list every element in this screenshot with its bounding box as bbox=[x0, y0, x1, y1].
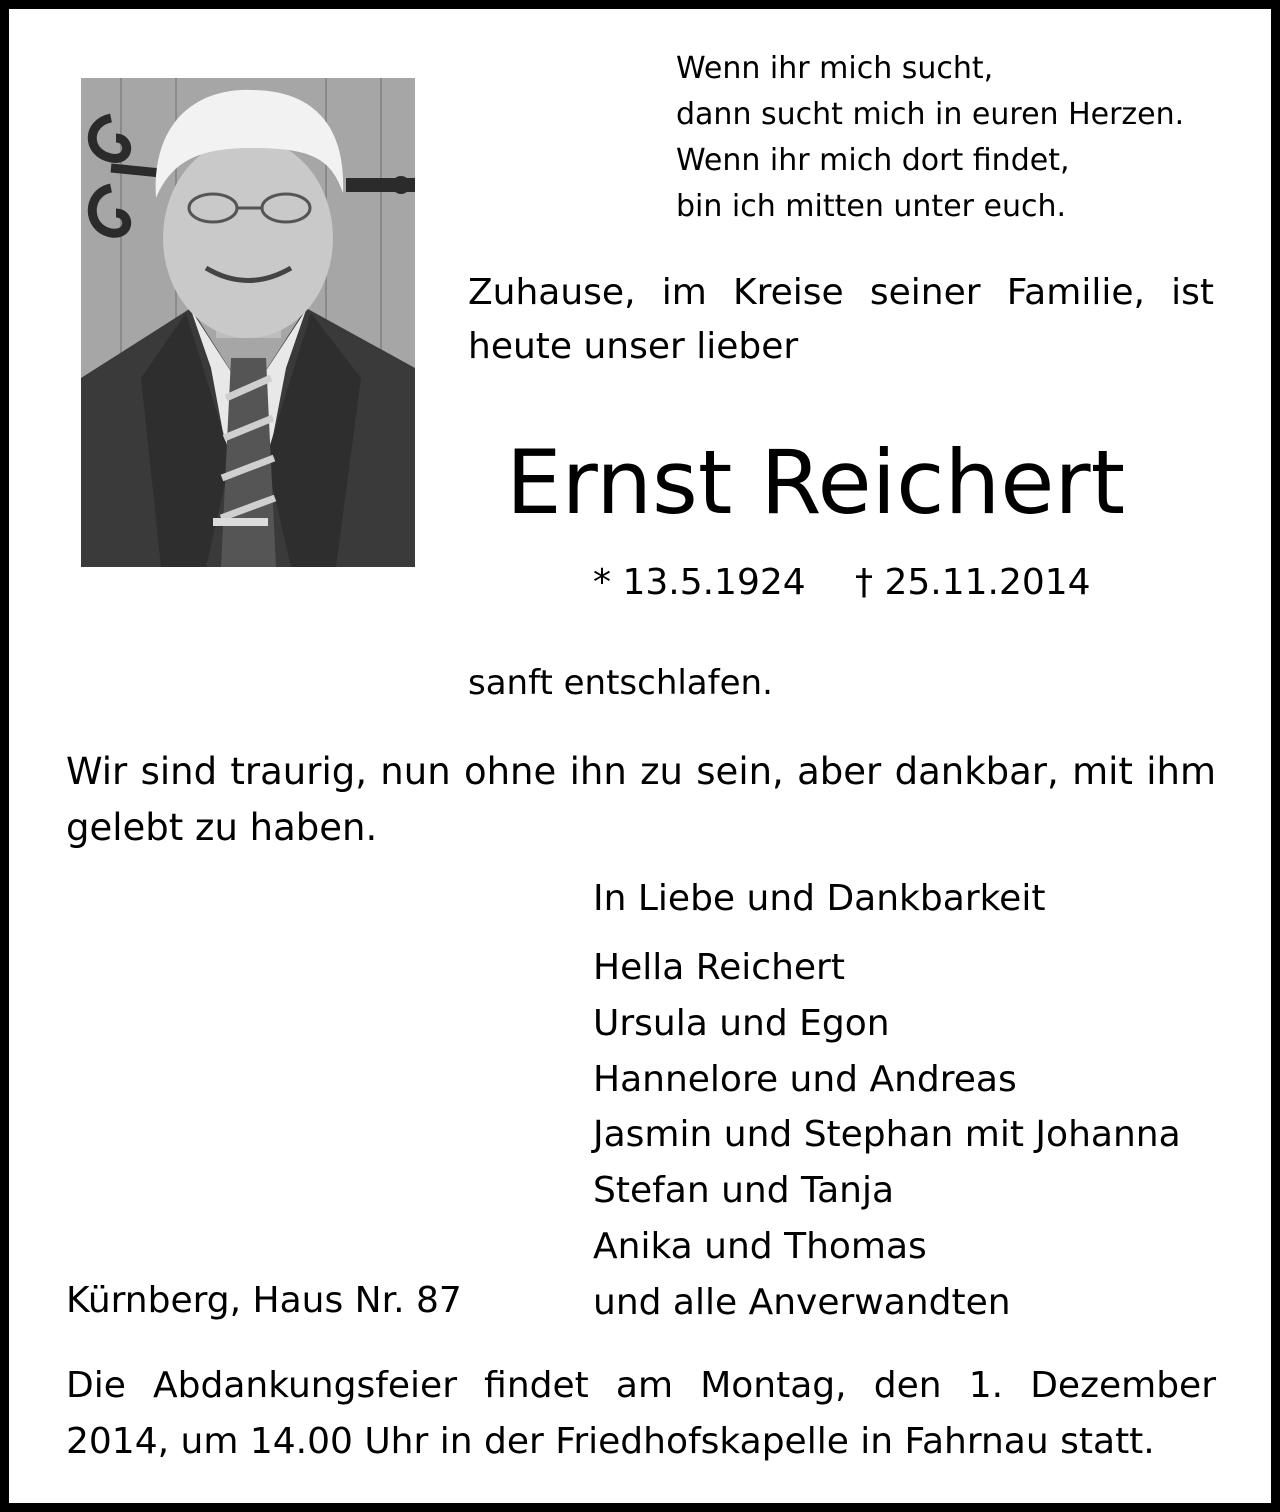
intro-text bbox=[468, 266, 1214, 374]
birth-date: * 13.5.1924 bbox=[593, 562, 806, 603]
passed-text: sanft entschlafen. bbox=[468, 663, 773, 703]
intro-line: heute unser lieber bbox=[468, 326, 799, 367]
intro-line: Zuhause, im Kreise seiner Familie, ist bbox=[468, 272, 1214, 313]
death-date: † 25.11.2014 bbox=[855, 562, 1091, 603]
mourner: Hannelore und Andreas bbox=[593, 1058, 1017, 1100]
mourner: Stefan und Tanja bbox=[593, 1170, 895, 1212]
poem-line: bin ich mitten unter euch. bbox=[676, 189, 1067, 224]
sadness-line: gelebt zu haben. bbox=[66, 806, 378, 849]
deceased-name: Ernst Reichert bbox=[506, 431, 1126, 534]
poem-line: dann sucht mich in euren Herzen. bbox=[676, 97, 1185, 132]
ceremony-line: 2014, um 14.00 Uhr in der Friedhofskapelle in Fahrnau statt. bbox=[66, 1421, 1155, 1462]
ceremony-line: Die Abdankungsfeier findet am Montag, den 1. Dezember bbox=[66, 1365, 1216, 1406]
poem bbox=[676, 46, 1184, 230]
mourner: Jasmin und Stephan mit Johanna bbox=[593, 1114, 1181, 1156]
signoff: In Liebe und Dankbarkeit bbox=[593, 878, 1046, 919]
mourner: Anika und Thomas bbox=[593, 1225, 927, 1267]
address: Kürnberg, Haus Nr. 87 bbox=[66, 1280, 462, 1321]
mourner-list bbox=[593, 940, 1181, 1331]
portrait-photo bbox=[81, 78, 415, 567]
sadness-line: Wir sind traurig, nun ohne ihn zu sein, aber dankbar, mit ihm bbox=[66, 750, 1216, 793]
poem-line: Wenn ihr mich dort findet, bbox=[676, 143, 1070, 178]
poem-line: Wenn ihr mich sucht, bbox=[676, 51, 994, 86]
mourner: und alle Anverwandten bbox=[593, 1281, 1011, 1323]
mourner: Ursula und Egon bbox=[593, 1002, 890, 1044]
mourner: Hella Reichert bbox=[593, 947, 845, 988]
ceremony-text bbox=[66, 1358, 1216, 1470]
sadness-text bbox=[66, 744, 1216, 856]
